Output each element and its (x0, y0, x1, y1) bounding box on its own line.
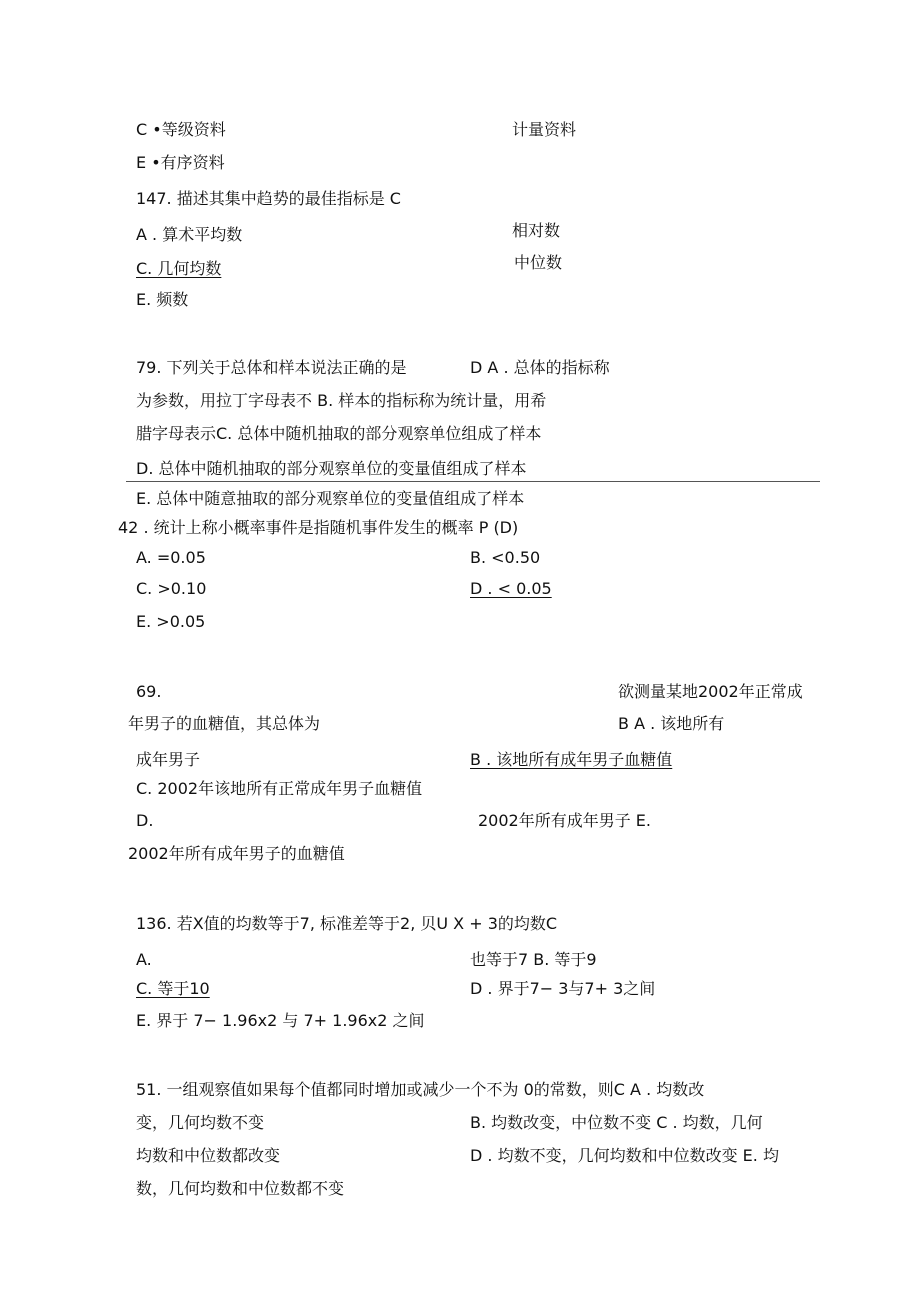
question-79-option-e: E. 总体中随意抽取的部分观察单位的变量值组成了样本 (136, 489, 525, 508)
question-79-line-2: 为参数，用拉丁字母表不 B. 样本的指标称为统计量，用希 (136, 391, 547, 410)
question-42-option-e: E. >0.05 (136, 612, 206, 631)
question-69-answer-and-option-a: B A . 该地所有 (618, 714, 725, 733)
question-69-option-b: B . 该地所有成年男子血糖值 (470, 750, 673, 769)
question-136-option-d: D . 界于7− 3与7+ 3之间 (470, 979, 656, 998)
question-136-option-a-label: A. (136, 950, 152, 969)
question-42-option-d: D . < 0.05 (470, 579, 552, 598)
question-51-option-a-tail: 变，几何均数不变 (136, 1113, 265, 1132)
option-c-grade-data: C •等级资料 (136, 120, 226, 139)
question-69-number: 69. (136, 682, 162, 701)
question-42-option-c: C. >0.10 (136, 579, 207, 598)
question-51-stem: 51. 一组观察值如果每个值都同时增加或减少一个不为 0的常数，则C A . 均数改 (136, 1080, 705, 1099)
horizontal-divider (126, 481, 820, 482)
question-69-option-e: 2002年所有成年男子的血糖值 (128, 844, 345, 863)
question-69-stem-part-1: 欲测量某地2002年正常成 (618, 682, 803, 701)
question-79-option-d: D. 总体中随机抽取的部分观察单位的变量值组成了样本 (136, 459, 527, 478)
question-51-option-b-and-c: B. 均数改变，中位数不变 C . 均数，几何 (470, 1113, 763, 1132)
question-69-option-c: C. 2002年该地所有正常成年男子血糖值 (136, 779, 423, 798)
question-136-stem: 136. 若X值的均数等于7, 标准差等于2, 贝U X + 3的均数C (136, 914, 558, 933)
question-147-option-c: C. 几何均数 (136, 259, 222, 278)
option-e-ordinal-data: E •有序资料 (136, 153, 225, 172)
question-42-option-a: A. =0.05 (136, 548, 206, 567)
question-51-option-d-and-e: D . 均数不变，几何均数和中位数改变 E. 均 (470, 1146, 779, 1165)
option-measurement-data: 计量资料 (512, 120, 577, 139)
question-79-answer-and-option-a: D A . 总体的指标称 (470, 358, 610, 377)
question-51-option-e-tail: 数，几何均数和中位数都不变 (136, 1179, 345, 1198)
question-147-option-d: 中位数 (514, 253, 563, 272)
question-42-stem: 42 . 统计上称小概率事件是指随机事件发生的概率 P (D) (118, 518, 519, 537)
question-69-stem-part-2: 年男子的血糖值，其总体为 (128, 714, 321, 733)
question-51-option-c-tail: 均数和中位数都改变 (136, 1146, 281, 1165)
question-147-option-e: E. 频数 (136, 290, 189, 309)
question-147-stem: 147. 描述其集中趋势的最佳指标是 C (136, 189, 401, 208)
question-42-option-b: B. <0.50 (470, 548, 541, 567)
question-136-option-c: C. 等于10 (136, 979, 210, 998)
question-136-option-a-and-b: 也等于7 B. 等于9 (470, 950, 597, 969)
question-69-option-d-label: D. (136, 811, 154, 830)
question-147-option-b: 相对数 (512, 221, 561, 240)
question-69-option-a-tail: 成年男子 (136, 750, 201, 769)
question-79-stem: 79. 下列关于总体和样本说法正确的是 (136, 358, 407, 377)
question-136-option-e: E. 界于 7− 1.96x2 与 7+ 1.96x2 之间 (136, 1011, 425, 1030)
question-69-option-d: 2002年所有成年男子 E. (478, 811, 652, 830)
question-79-line-3: 腊字母表示C. 总体中随机抽取的部分观察单位组成了样本 (136, 424, 542, 443)
question-147-option-a: A . 算术平均数 (136, 225, 243, 244)
